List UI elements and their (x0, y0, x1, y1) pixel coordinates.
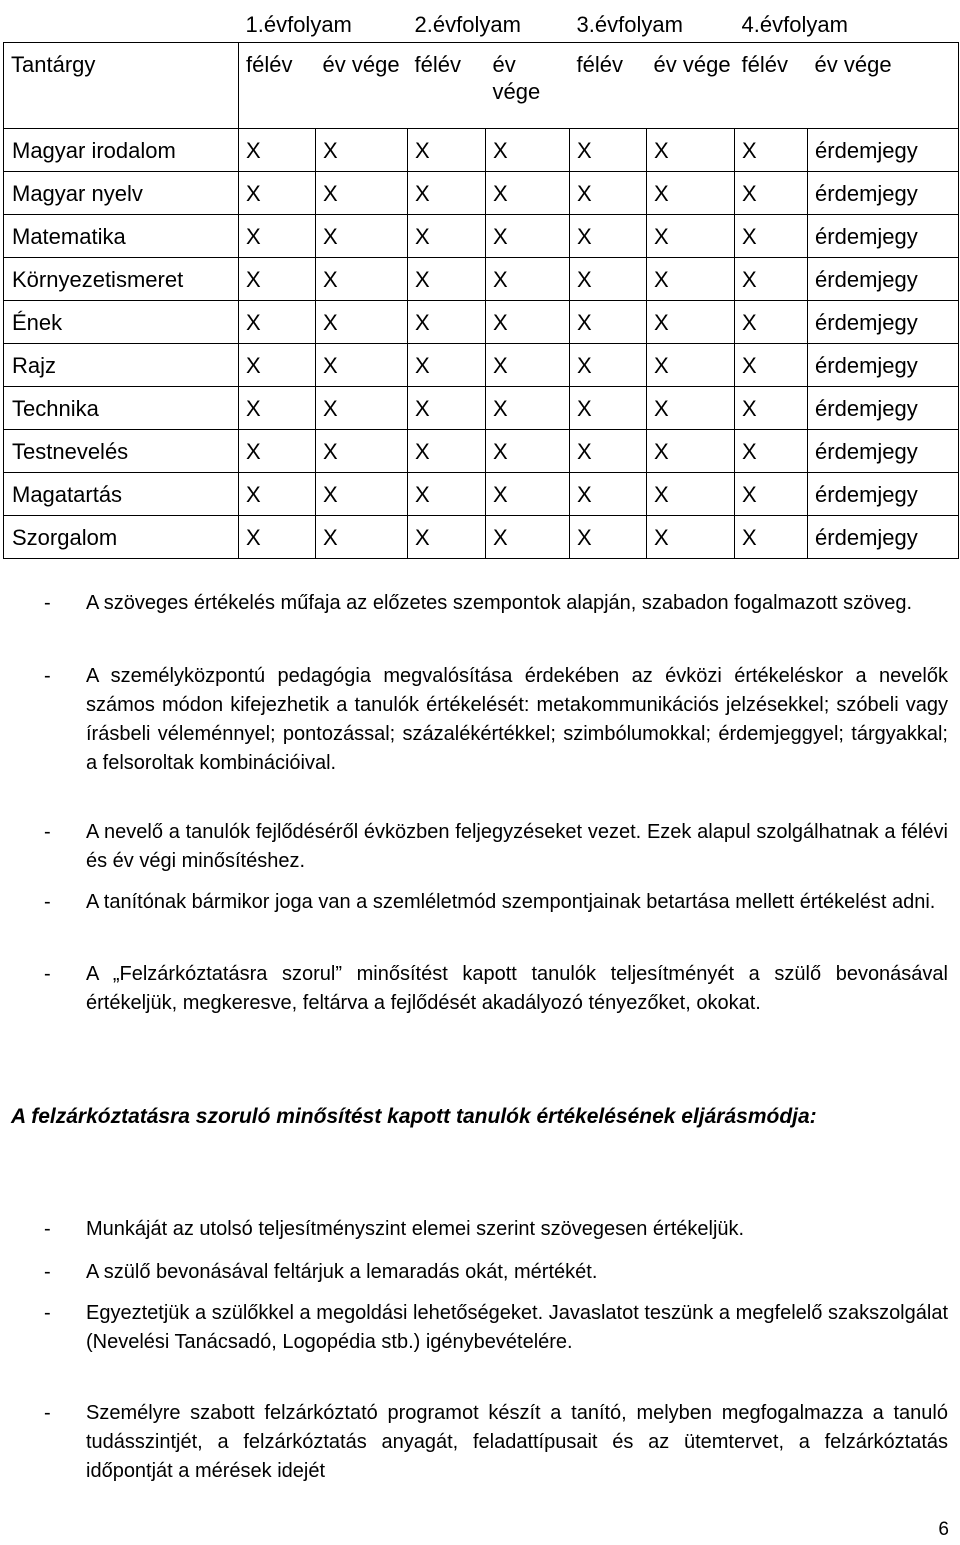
grade-cell: X (735, 516, 808, 559)
bullet-text: A szülő bevonásával feltárjuk a lemaradás okát, mértékét. (86, 1261, 598, 1283)
bullet-dash: - (44, 821, 51, 843)
grade-cell: X (408, 172, 486, 215)
grade-cell: érdemjegy (808, 301, 959, 344)
grade-cell: X (486, 129, 570, 172)
bullet-item (44, 1299, 948, 1357)
grade-cell: X (570, 344, 647, 387)
year-1: 1.évfolyam (245, 12, 352, 37)
grade-cell: X (408, 215, 486, 258)
year-2: 2.évfolyam (414, 12, 521, 37)
sub-header-cell: év vége (647, 43, 735, 129)
sub-header-cell: félév (239, 43, 316, 129)
bullet-dash: - (44, 1261, 51, 1283)
bullet-text: A „Felzárkóztatásra szorul” minősítést kapott tanulók teljesítményét a szülő bevonásával értékeljük, megkeresve, feltárva a fejlődését akadályozó tényezőket, okokat. (86, 963, 948, 1014)
bullet-dash: - (44, 1402, 51, 1424)
subject-cell: Magatartás (4, 473, 239, 516)
sub-header-cell: év vége (808, 43, 959, 129)
sub-header-cell: év vége (316, 43, 408, 129)
grade-cell: X (735, 215, 808, 258)
grade-cell: X (316, 258, 408, 301)
subject-cell: Ének (4, 301, 239, 344)
grade-cell: X (647, 301, 735, 344)
grades-table (3, 0, 959, 559)
grade-cell: X (408, 301, 486, 344)
sub-header-cell: év vége (486, 43, 570, 129)
grade-cell: X (647, 172, 735, 215)
bullet-item (44, 960, 948, 1018)
table-row (4, 430, 959, 473)
grade-cell: érdemjegy (808, 172, 959, 215)
bullet-dash: - (44, 1218, 51, 1240)
grade-cell: X (570, 215, 647, 258)
table-row (4, 344, 959, 387)
grade-cell: X (735, 129, 808, 172)
grade-cell: X (239, 215, 316, 258)
grade-cell: X (239, 129, 316, 172)
grade-cell: X (735, 301, 808, 344)
grade-cell: X (316, 344, 408, 387)
table-row (4, 129, 959, 172)
grade-cell: X (486, 215, 570, 258)
grade-cell: érdemjegy (808, 258, 959, 301)
grade-cell: X (239, 344, 316, 387)
table-row (4, 215, 959, 258)
grade-cell: érdemjegy (808, 344, 959, 387)
grade-cell: X (239, 473, 316, 516)
bullet-dash: - (44, 1302, 51, 1324)
bullet-text: Egyeztetjük a szülőkkel a megoldási lehetőségeket. Javaslatot teszünk a megfelelő szakszolgálat (Nevelési Tanácsadó, Logopédia stb.) igénybevételére. (86, 1302, 948, 1353)
sub-header-row (4, 43, 959, 129)
section-heading: A felzárkóztatásra szoruló minősítést kapott tanulók értékelésének eljárásmódja: (11, 1105, 817, 1128)
grade-cell: X (239, 172, 316, 215)
grade-cell: X (647, 258, 735, 301)
grade-cell: X (239, 301, 316, 344)
grade-cell: érdemjegy (808, 215, 959, 258)
grade-cell: X (486, 387, 570, 430)
subject-cell: Szorgalom (4, 516, 239, 559)
grade-cell: X (408, 430, 486, 473)
grade-cell: X (316, 129, 408, 172)
grade-cell: X (239, 258, 316, 301)
grade-cell: X (486, 172, 570, 215)
sub-header-cell: félév (408, 43, 486, 129)
grade-cell: X (408, 258, 486, 301)
subject-cell: Testnevelés (4, 430, 239, 473)
bullet-text: Munkáját az utolsó teljesítményszint elemei szerint szövegesen értékeljük. (86, 1218, 745, 1240)
grade-cell: X (316, 387, 408, 430)
subject-cell: Rajz (4, 344, 239, 387)
grade-cell: X (735, 172, 808, 215)
grade-cell: X (316, 215, 408, 258)
grade-cell: X (486, 473, 570, 516)
grade-cell: X (570, 258, 647, 301)
bullet-item (44, 818, 948, 876)
grade-cell: X (647, 215, 735, 258)
grade-cell: érdemjegy (808, 387, 959, 430)
bullet-dash: - (44, 963, 51, 985)
grade-cell: X (486, 258, 570, 301)
grade-cell: X (408, 516, 486, 559)
year-header-row (4, 0, 959, 43)
subject-cell: Környezetismeret (4, 258, 239, 301)
grade-cell: X (570, 129, 647, 172)
grade-cell: X (647, 516, 735, 559)
grade-cell: X (316, 301, 408, 344)
grade-cell: X (486, 301, 570, 344)
grade-cell: X (316, 172, 408, 215)
grade-cell: X (570, 172, 647, 215)
bullet-item (44, 888, 948, 917)
table-row (4, 516, 959, 559)
subject-cell: Technika (4, 387, 239, 430)
table-row (4, 172, 959, 215)
grade-cell: X (239, 387, 316, 430)
bullet-item (44, 1215, 948, 1244)
grade-cell: X (735, 344, 808, 387)
bullet-dash: - (44, 665, 51, 687)
grade-cell: X (408, 344, 486, 387)
grade-cell: X (239, 516, 316, 559)
bullet-item (44, 589, 948, 618)
bullet-dash: - (44, 592, 51, 614)
table-row (4, 473, 959, 516)
bullet-text: Személyre szabott felzárkóztató programot készít a tanító, melyben megfogalmazza a tanuló tudásszintjét, a felzárkóztatás anyagát, feladattípusait és az ütemtervet, a felzárkóztatás időpontját a mérések idejét (86, 1402, 948, 1482)
corner-cell (4, 0, 239, 43)
bullet-dash: - (44, 891, 51, 913)
grade-cell: X (647, 387, 735, 430)
bullet-text: A tanítónak bármikor joga van a szemléletmód szempontjainak betartása mellett értékelést adni. (86, 891, 936, 913)
grade-cell: X (647, 129, 735, 172)
grade-cell: érdemjegy (808, 129, 959, 172)
page-number: 6 (938, 1519, 949, 1540)
grade-cell: érdemjegy (808, 473, 959, 516)
grade-cell: X (735, 473, 808, 516)
bullet-item (44, 662, 948, 778)
grade-cell: X (570, 473, 647, 516)
grade-cell: X (570, 387, 647, 430)
subject-cell: Magyar nyelv (4, 172, 239, 215)
subject-header: Tantárgy (4, 43, 239, 129)
grade-cell: érdemjegy (808, 430, 959, 473)
grade-cell: X (735, 387, 808, 430)
bullet-item (44, 1258, 948, 1287)
grade-cell: X (408, 387, 486, 430)
grade-cell: X (316, 473, 408, 516)
grade-cell: X (316, 430, 408, 473)
table-body (4, 129, 959, 559)
grade-cell: érdemjegy (808, 516, 959, 559)
grade-cell: X (647, 430, 735, 473)
year-3: 3.évfolyam (576, 12, 683, 37)
grade-cell: X (647, 473, 735, 516)
sub-header-cell: félév (735, 43, 808, 129)
bullet-text: A szöveges értékelés műfaja az előzetes szempontok alapján, szabadon fogalmazott szöveg. (86, 592, 913, 614)
grade-cell: X (570, 516, 647, 559)
subject-cell: Matematika (4, 215, 239, 258)
grade-cell: X (486, 516, 570, 559)
grade-cell: X (239, 430, 316, 473)
grade-cell: X (408, 129, 486, 172)
table-row (4, 301, 959, 344)
grade-cell: X (486, 344, 570, 387)
sub-header-cell: félév (570, 43, 647, 129)
bullet-item (44, 1399, 948, 1486)
table-row (4, 387, 959, 430)
grade-cell: X (408, 473, 486, 516)
grade-cell: X (735, 258, 808, 301)
grade-cell: X (570, 430, 647, 473)
grade-cell: X (316, 516, 408, 559)
grade-cell: X (486, 430, 570, 473)
subject-cell: Magyar irodalom (4, 129, 239, 172)
grade-cell: X (735, 430, 808, 473)
year-4: 4.évfolyam (741, 12, 848, 37)
bullet-text: A nevelő a tanulók fejlődéséről évközben feljegyzéseket vezet. Ezek alapul szolgálhatnak a félévi és év végi minősítéshez. (86, 821, 948, 872)
grade-cell: X (647, 344, 735, 387)
bullet-text: A személyközpontú pedagógia megvalósítása érdekében az évközi értékeléskor a nevelők számos módon kifejezhetik a tanulók értékelését: metakommunikációs jelzésekkel; szóbeli vagy írásbeli véleménnyel; pontozással; százalékértékkel; szimbólumokkal; érdemjeggyel; tárgyakkal; a felsoroltak kombinációival. (86, 665, 948, 774)
grade-cell: X (570, 301, 647, 344)
table-row (4, 258, 959, 301)
